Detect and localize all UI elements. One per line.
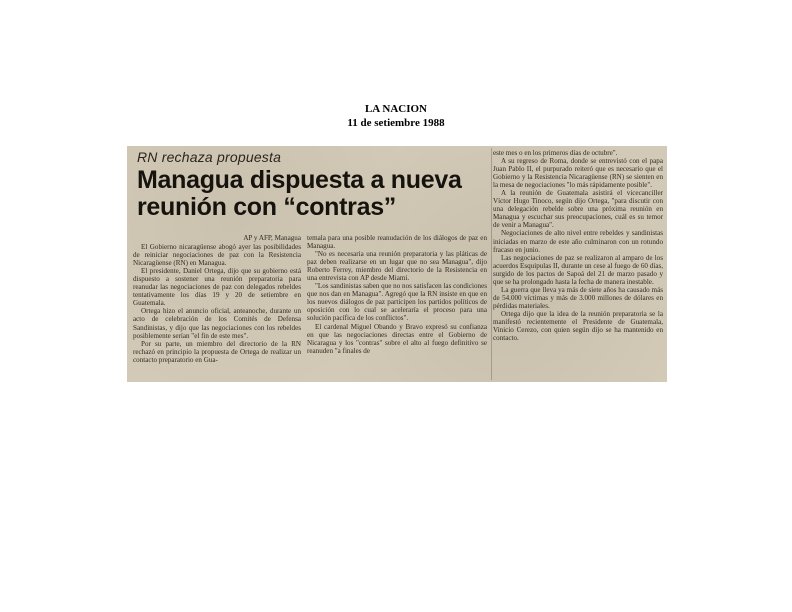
- paragraph: Las negociaciones de paz se realizaron al amparo de los acuerdos Esquipulas II, durante un cese al fuego de 60 días, surgido de los pactos de Sapoá del 21 de marzo pasado y que se ha prolongado hasta la fecha de manera inestable.: [493, 253, 663, 286]
- article-headline: Managua dispuesta a nueva reunión con “contras”: [137, 166, 462, 221]
- paragraph: "Los sandinistas saben que no nos satisfacen las condiciones que nos dan en Managua". Agregó que la RN insiste en que en los nuevos diálogos de paz participen los partidos políticos de oposición con lo cual se aceleraría el proceso para una solución pacífica de los conflictos".: [307, 282, 487, 323]
- paragraph: Ortega dijo que la idea de la reunión preparatoria se la manifestó recientemente el Presidente de Guatemala, Vinicio Cerezo, con quien según dijo se ha mantenido en contacto.: [493, 309, 663, 343]
- paragraph: A su regreso de Roma, donde se entrevistó con el papa Juan Pablo II, el purpurado reiteró que es necesario que el Gobierno y la Resistencia Nicaragüense (RN) se sienten en la mesa de negociaciones "lo más rápidamente posible".: [493, 157, 663, 190]
- publication-date: 11 de setiembre 1988: [347, 117, 445, 129]
- paragraph: La guerra que lleva ya más de siete años ha causado más de 54.000 víctimas y más de 3.000 millones de dólares en pérdidas materiales.: [493, 285, 663, 310]
- newspaper-name: LA NACION: [364, 103, 428, 115]
- newspaper-clipping: [127, 146, 667, 382]
- article-byline: AP y AFP, Managua: [243, 234, 301, 242]
- paragraph: A la reunión de Guatemala asistirá el vicecanciller Víctor Hugo Tinoco, según dijo Ortega, "para discutir con una delegación rebelde sobre una próxima reunión en Managua y escuchar sus preocupaciones, cuál es su temor de venir a Managua".: [493, 189, 663, 230]
- article-column-3: [493, 149, 663, 380]
- article-column-1: [133, 234, 301, 380]
- paragraph: El presidente, Daniel Ortega, dijo que su gobierno está dispuesto a sostener una reunión preparatoria para reanudar las negociaciones de paz con delegados rebeldes tentativamente los días 19 y 20 de setiembre en Guatemala.: [133, 267, 301, 308]
- paragraph: El Gobierno nicaragüense abogó ayer las posibilidades de reiniciar negociaciones de paz con la Resistencia Nicaragüense (RN) en Managua.: [133, 243, 301, 268]
- paragraph: este mes o en los primeros días de octubre".: [493, 149, 618, 157]
- paragraph: El cardenal Miguel Obando y Bravo expresó su confianza en que las negociaciones directas entre el Gobierno de Nicaragua y los "contras" sobre el alto al fuego definitivo se reanuden "a finales de: [307, 322, 487, 355]
- page-header: [0, 102, 792, 130]
- article-kicker: RN rechaza propuesta: [137, 149, 282, 165]
- paragraph: "No es necesaria una reunión preparatoria y las pláticas de paz deben realizarse en un lugar que no sea Managua", dijo Roberto Ferrey, miembro del directorio de la Resistencia en una entrevista con AP desde Miami.: [307, 250, 487, 283]
- paragraph: Ortega hizo el anuncio oficial, anteanoche, durante un acto de celebración de los Comités de Defensa Sandinistas, y dijo que las negociaciones con los rebeldes posiblemente serían "el fin de este mes".: [133, 307, 301, 340]
- paragraph: Por su parte, un miembro del directorio de la RN rechazó en principio la propuesta de Ortega de realizar un contacto preparatorio en Gua-: [133, 339, 301, 364]
- article-column-2: [307, 234, 487, 380]
- column-divider: [491, 148, 492, 380]
- paragraph: Negociaciones de alto nivel entre rebeldes y sandinistas iniciadas en marzo de este año culminaron con un rotundo fracaso en junio.: [493, 229, 663, 254]
- paragraph: temala para una posible reanudación de los diálogos de paz en Managua.: [307, 234, 487, 251]
